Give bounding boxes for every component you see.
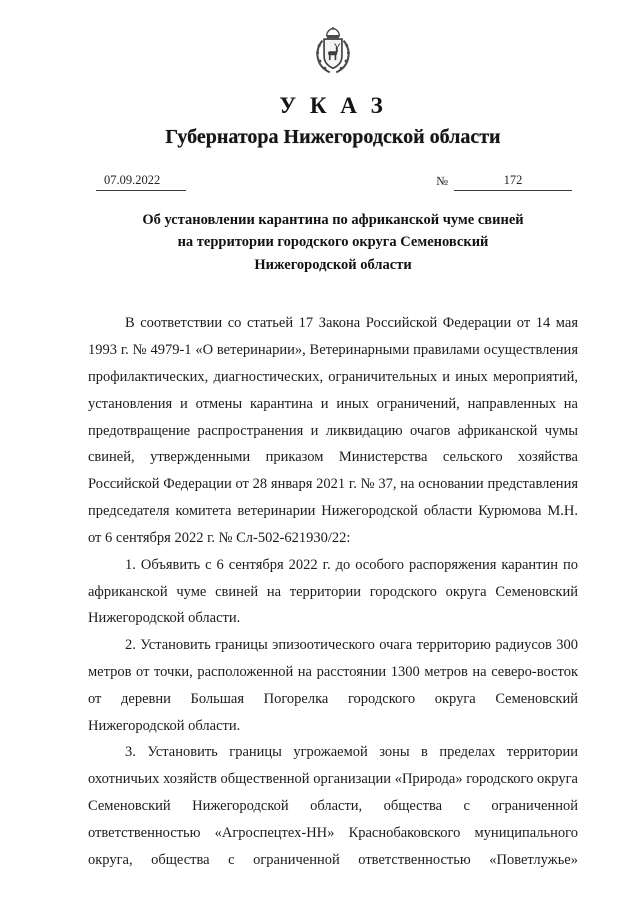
body-paragraph-item-3: 3. Установить границы угрожаемой зоны в пределах территории охотничьих хозяйств общественной организации «Природа» городского округа Семеновский Нижегородской области, общества с ограниченной ответственностью «Агроспецтех-НН» Краснобаковского муниципального округа, общества с ограниченной ответственностью «Поветлужье» [88, 744, 578, 868]
body-paragraph-preamble: В соответствии со статьей 17 Закона Российской Федерации от 14 мая 1993 г. № 4979-1 «О ветеринарии», Ветеринарными правилами осуществления профилактических, диагностических, ограничительных и иных мероприятий, установления и отмены карантина и иных ограничений, направленных на предотвращение распространения и ликвидацию очагов африканской чумы свиней, утвержденными приказом Министерства сельского хозяйства Российской Федерации от 28 января 2021 г. № 37, на основании представления председателя комитета ветеринарии Нижегородской области Курюмова М.Н. от 6 сентября 2022 г. № Сл-502-621930/22: [88, 315, 578, 546]
document-date: 07.09.2022 [96, 173, 186, 191]
coat-of-arms-icon [310, 26, 356, 78]
document-issuer-heading: Губернатора Нижегородской области [165, 126, 501, 148]
title-line: на территории городского округа Семеновский [177, 234, 489, 251]
date-number-row [88, 173, 578, 191]
title-line: Нижегородской области [254, 256, 412, 273]
coat-of-arms [88, 26, 578, 83]
body-paragraph-item-2: 2. Установить границы эпизоотического очага территорию радиусов 300 метров от точки, расположенной на расстоянии 1300 метров на северо-восток от деревни Большая Погорелка городского округа Семеновский Нижегородской области. [88, 637, 578, 734]
number-label: № [436, 174, 448, 188]
document-title [88, 209, 578, 276]
title-line: Об установлении карантина по африканской чуме свиней [142, 212, 524, 228]
document-number-group [436, 173, 572, 191]
document-type-heading: У К А З [279, 93, 387, 118]
document-body [88, 310, 578, 873]
body-paragraph-item-1: 1. Объявить с 6 сентября 2022 г. до особого распоряжения карантин по африканской чуме свиней на территории городского округа Семеновский Нижегородской области. [88, 556, 578, 627]
document-number: 172 [454, 173, 572, 191]
